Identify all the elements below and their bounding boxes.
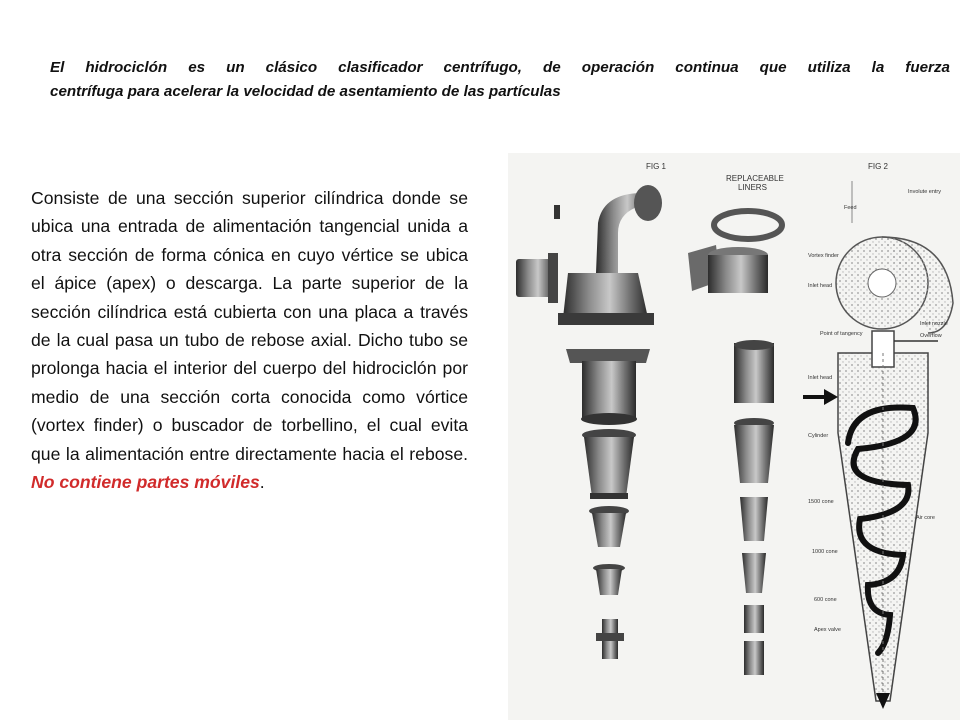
fig1-cone-1: [582, 429, 636, 499]
body-text: Consiste de una sección superior cilíndrica donde se ubica una entrada de alimentación tangencial unida a otra sección de forma cónica en cuyo vértice se ubica el ápice (apex) o descarga. La parte superior de la sección cilíndrica está cubierta con una placa a través de la cual pasa un tubo de rebose axial. Dicho tubo se prolonga hacia el interior del cuerpo del hidrociclón por medio de una sección corta conocida como vórtice (vortex finder) o buscador de torbellino, el cual evita que la alimentación entre directamente hacia el rebose.: [31, 188, 468, 464]
label-600-cone: 600 cone: [814, 597, 837, 603]
label-1500-cone: 1500 cone: [808, 499, 834, 505]
label-1000-cone: 1000 cone: [812, 549, 838, 555]
label-inlet-nozzle: Inlet nozzle: [920, 321, 948, 327]
emphasis-text: No contiene partes móviles: [31, 472, 260, 493]
fig1-cone-2: [589, 506, 629, 547]
hydrocyclone-figure: [508, 153, 960, 720]
label-overflow: Overflow: [920, 333, 942, 339]
fig1-cylinder: [566, 349, 650, 425]
fig2-label: FIG 2: [868, 162, 889, 171]
heading: [50, 56, 950, 104]
label-cylinder: Cylinder: [808, 433, 829, 439]
fig1-label: FIG 1: [646, 162, 667, 171]
label-feed: Feed: [844, 205, 857, 211]
label-inlet-head: Inlet head: [808, 375, 833, 381]
body-paragraph: [31, 184, 468, 496]
fig1-apex: [596, 619, 624, 659]
label-inlet-head-top: Inlet head: [808, 283, 833, 289]
fig1-cone-3: [593, 564, 625, 595]
liners-label-line2: LINERS: [738, 183, 767, 192]
label-air-core: Air core: [916, 515, 935, 521]
label-apex-valve: Apex valve: [814, 627, 841, 633]
heading-line-2: centrífuga para acelerar la velocidad de asentamiento de las partículas: [50, 83, 561, 100]
fig2-top-view: [836, 181, 953, 333]
hydrocyclone-illustration: [508, 153, 960, 720]
liners-label-line1: REPLACEABLE: [726, 174, 784, 183]
label-vortex-finder: Vortex finder: [808, 253, 839, 259]
heading-line-1: El hidrociclón es un clásico clasificador centrífugo, de operación continua que utiliza la fuerza: [50, 59, 950, 76]
body-end: .: [259, 472, 265, 493]
inlet-head-assembly: [516, 185, 662, 325]
label-point-of-tangency: Point of tangency: [820, 331, 863, 337]
label-involute-entry: Involute entry: [908, 189, 942, 195]
replaceable-liners: [688, 211, 782, 675]
